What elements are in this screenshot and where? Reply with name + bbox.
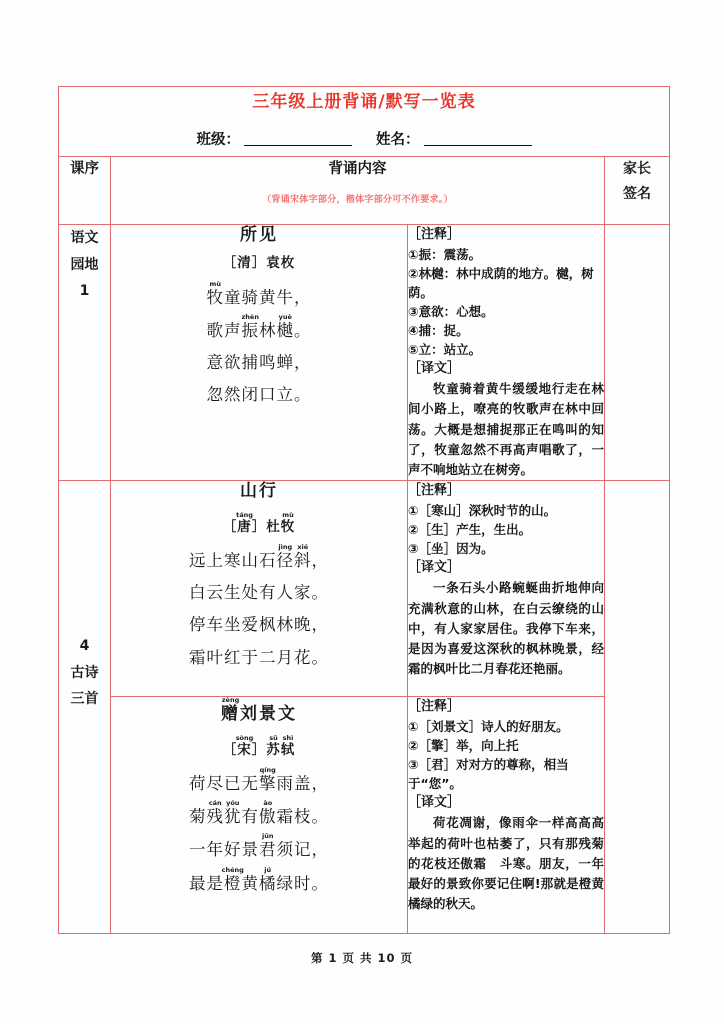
notes-heading: ［注释］ [408,483,461,499]
lesson-label-line: 1 [79,283,90,300]
poem-line: 白云生处有人家。 [189,583,329,603]
poem-line: 停车坐爱枫林晚， [189,615,329,635]
poem-title: 所见 [240,225,278,245]
lesson-label-4 [59,481,111,934]
ruby-cheng: 橙chéng [221,865,244,893]
ruby-jing: 径jìng [276,543,294,571]
poem-title: 山行 [240,481,278,502]
header-signature [605,157,670,225]
signature-cell-1[interactable] [605,225,670,481]
poem-1 [111,225,407,411]
class-input-blank[interactable] [244,145,352,146]
poem-3 [111,697,407,899]
ruby-jun: 君jūn [259,832,277,860]
ruby-song: 宋sòng [235,733,254,758]
table-row [59,225,670,481]
title-cell [59,87,670,157]
class-label: 班级： [196,132,240,148]
translation-heading: ［译文］ [408,794,461,810]
translation-text: 牧童骑着黄牛缓缓地行走在林间小路上，嘹亮的牧歌声在林中回荡。大概是想捕捉那正在鸣叫的知了，牧童忽然不再高声唱歌了，一声不响地站立在树旁。 [408,381,604,477]
page-footer: 第 1 页 共 10 页 [310,951,414,965]
table-row [59,481,670,697]
poem-line: 意欲捕鸣蝉， [206,353,312,373]
poem-cell-1 [111,225,408,481]
notes-heading: ［注释］ [408,699,461,715]
poem-line: 霜叶红于二月花。 [189,647,329,667]
translation-heading: ［译文］ [408,559,461,575]
annotation-2 [408,481,604,679]
ruby-can: 残cán [206,799,224,827]
recitation-table [58,86,670,934]
poem-line: 菊残cán犹yóu有傲ào霜枝。 [189,799,329,827]
note-item: ①［寒山］深秋时节的山。 [408,502,557,518]
note-item: ③意欲：心想。 [408,303,494,319]
lesson-label-line: 古诗 [70,664,99,681]
ruby-ju: 橘jú [258,865,277,893]
poem-line: 一年好景君jūn须记， [189,832,329,860]
poem-line: 远上寒山石径jìng斜xié， [189,543,329,571]
header-signature-line1: 家长 [623,161,651,177]
table-row [59,697,670,934]
poem-cell-2 [111,481,408,697]
annotation-cell-2 [408,481,605,697]
lesson-label-line: 三首 [70,691,99,708]
signature-cell-2[interactable] [605,481,670,934]
note-item: ③［君］对对方的尊称，相当于“您”。 [408,756,569,791]
ruby-you: 犹yóu [224,799,242,827]
ruby-zeng: 赠zèng [221,696,240,725]
translation-heading: ［译文］ [408,360,461,376]
ruby-tang: 唐táng [236,510,253,535]
poem-line: 歌声振zhèn林樾yuè。 [206,312,312,340]
annotation-3 [408,697,604,914]
annotation-cell-1 [408,225,605,481]
translation-text: 荷花凋谢，像雨伞一样高高高举起的荷叶也枯萎了，只有那残菊的花枝还傲霜 斗寒。朋友，一年最好的景致你要记住啊!那就是橙黄橘绿的秋天。 [408,815,604,912]
ruby-yue: 樾yuè [276,312,294,340]
ruby-xie: 斜xié [294,543,312,571]
header-content-label: 背诵内容 [328,161,387,177]
ruby-mu: 牧mù [280,510,296,535]
name-input-blank[interactable] [424,145,532,146]
lesson-label-line: 4 [79,638,90,655]
title-row [59,87,670,157]
poem-line: 忽然闭口立。 [206,385,312,405]
note-item: ②［生］产生，生出。 [408,521,532,537]
poem-author: ［清］袁枚 [222,255,296,272]
ruby-su: 苏sū [266,733,281,758]
poem-2 [111,481,407,673]
ruby-shi: 轼shì [280,733,296,758]
annotation-1 [408,225,604,480]
note-item: ②林樾：林中成荫的地方。樾，树荫。 [408,265,594,300]
header-lesson: 课序 [59,157,111,225]
identity-line [59,128,669,149]
page-title: 三年级上册背诵/默写一览表 [252,92,476,112]
ruby-qing: 擎qíng [259,766,277,794]
ruby-ao: 傲ào [259,799,277,827]
lesson-label-1 [59,225,111,481]
annotation-cell-3 [408,697,605,934]
poem-author: ［唐táng］杜牧mù [222,510,296,535]
header-content-note: （背诵宋体字部分，楷体字部分可不作要求。） [262,195,453,205]
header-row [59,157,670,225]
note-item: ④捕：捉。 [408,322,469,338]
note-item: ①［刘景文］诗人的好朋友。 [408,718,569,734]
poem-title: 赠zèng刘景文 [221,696,297,725]
ruby-mu: 牧mù [206,279,224,307]
header-content [111,157,605,225]
header-signature-line2: 签名 [623,185,651,202]
poem-line: 牧mù童骑黄牛， [206,279,312,307]
note-item: ②［擎］举，向上托 [408,737,519,753]
poem-line: 荷尽已无擎qíng雨盖， [189,766,329,794]
poem-line: 最是橙chéng黄橘jú绿时。 [188,865,329,893]
poem-author: ［宋sòng］苏sū轼shì [222,733,296,758]
note-item: ③［坐］因为。 [408,540,494,556]
name-label: 姓名： [376,132,420,148]
ruby-zhen: 振zhèn [241,312,259,340]
lesson-label-line: 园地 [70,256,99,273]
notes-heading: ［注释］ [408,227,461,242]
poem-cell-3 [111,697,408,934]
note-item: ①振：震荡。 [408,246,482,262]
lesson-label-line: 语文 [70,230,99,246]
translation-text: 一条石头小路蜿蜒曲折地伸向充满秋意的山林，在白云缭绕的山中，有人家家居住。我停下车来，是因为喜爱这深秋的枫林晚景，经霜的枫叶比二月春花还艳丽。 [408,580,604,677]
note-item: ⑤立：站立。 [408,341,482,357]
